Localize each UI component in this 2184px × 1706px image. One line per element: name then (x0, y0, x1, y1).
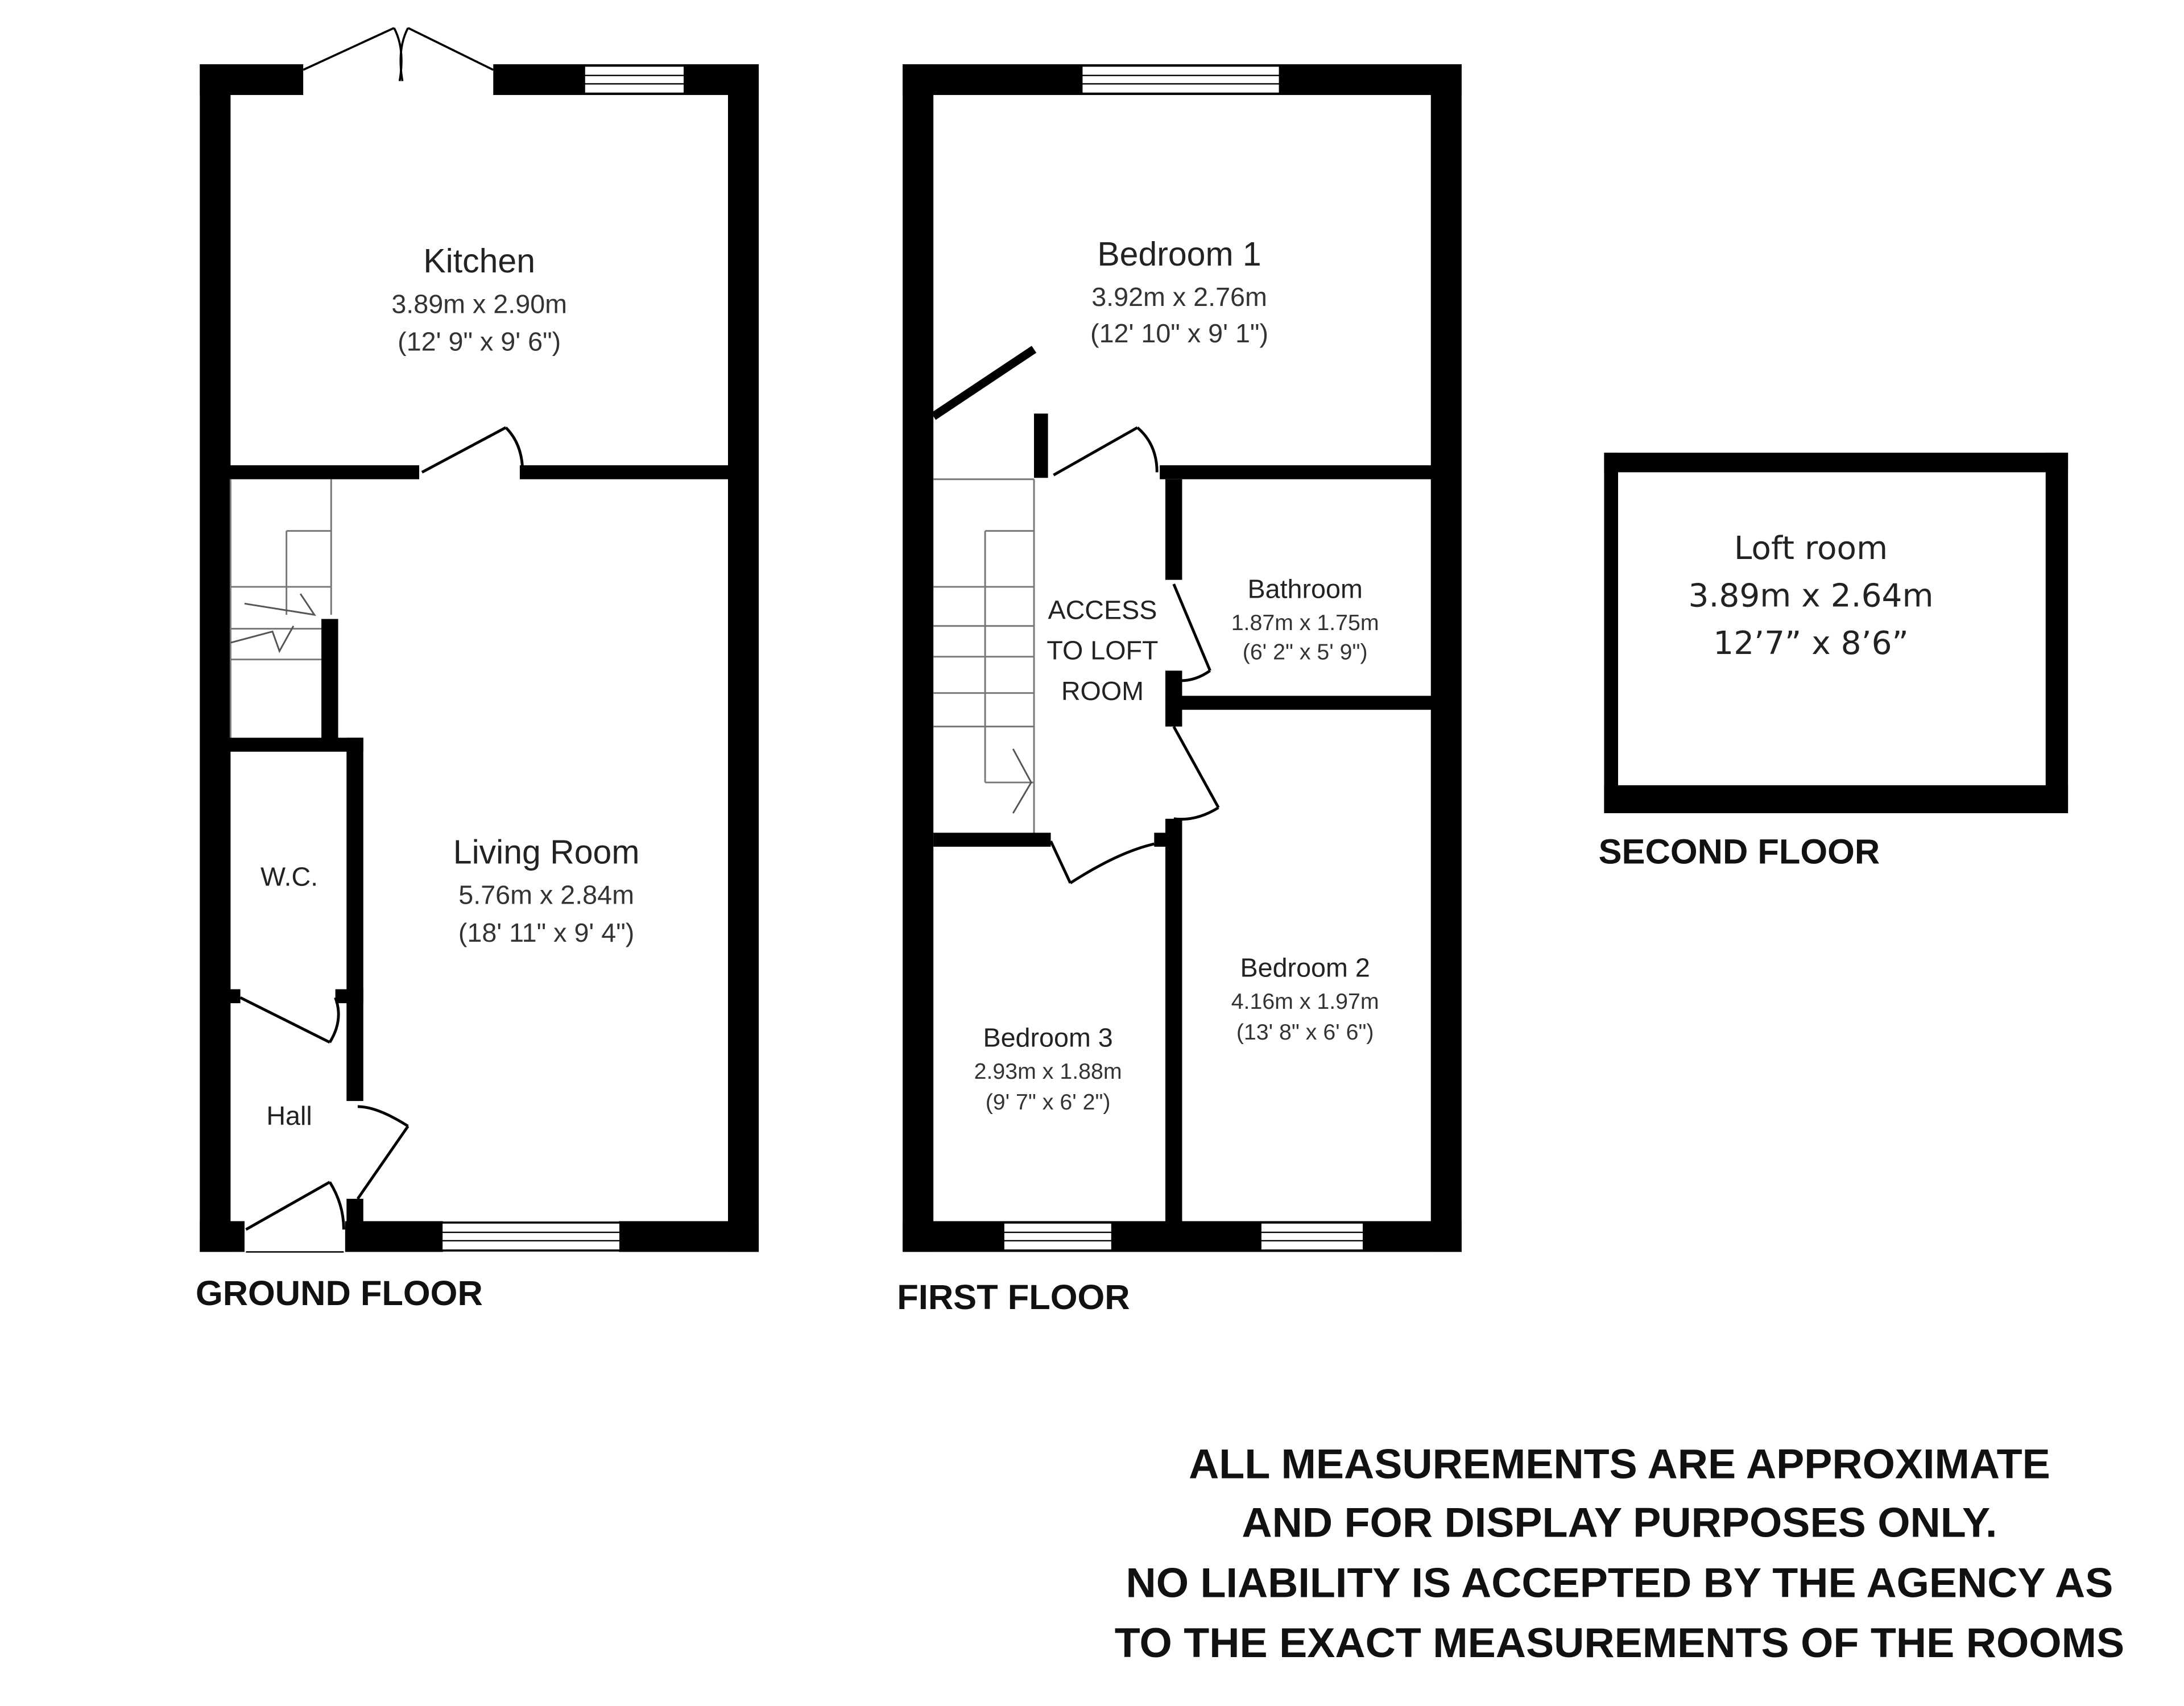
kitchen-door (422, 428, 523, 473)
bedroom2-window (1260, 1223, 1364, 1250)
hall-right-wall (346, 1199, 363, 1227)
disclaimer-line2: AND FOR DISPLAY PURPOSES ONLY. (1242, 1498, 1997, 1546)
bedroom1-metric: 3.92m x 2.76m (1091, 282, 1267, 312)
bathroom-imperial: (6' 2" x 5' 9") (1242, 639, 1368, 665)
bathroom-left-wall-bottom (1165, 670, 1182, 698)
disclaimer (1115, 1440, 2124, 1666)
gf-wall-bottom-right (619, 1221, 759, 1252)
gf-wall-right (728, 64, 759, 1252)
bedroom1-imperial: (12' 10" x 9' 1") (1090, 318, 1269, 348)
bedroom3-top-wall (933, 833, 1050, 847)
bedroom3-metric: 2.93m x 1.88m (974, 1058, 1122, 1084)
front-door (246, 1182, 344, 1252)
wc-name: W.C. (260, 862, 318, 892)
access-loft-line1: ACCESS (1048, 595, 1157, 625)
loft-wall-left (1604, 453, 1618, 813)
second-floor-label: SECOND FLOOR (1598, 832, 1880, 872)
bathroom-metric: 1.87m x 1.75m (1231, 610, 1379, 636)
loft-wall-right (2046, 453, 2068, 813)
bedroom2-imperial: (13' 8" x 6' 6") (1236, 1020, 1374, 1045)
second-floor-plan (1599, 453, 2068, 871)
loft-wall-bottom (1604, 785, 2068, 813)
kitchen-metric: 3.89m x 2.90m (391, 289, 568, 319)
ff-wall-left (903, 64, 933, 1252)
gf-wall-top-left (200, 64, 303, 95)
bedroom2-metric: 4.16m x 1.97m (1231, 988, 1379, 1014)
kitchen-imperial: (12' 9" x 9' 6") (398, 326, 561, 357)
gf-wall-left (200, 64, 230, 1252)
bedroom3-imperial: (9' 7" x 6' 2") (985, 1089, 1111, 1115)
living-room-door (358, 1107, 408, 1199)
bedroom3-door (1051, 841, 1155, 883)
wc-bottom-wall-right (336, 989, 363, 1004)
ground-floor-plan (196, 28, 759, 1313)
bedroom1-window (1082, 65, 1280, 93)
gf-stairs (230, 479, 331, 748)
living-room-window (441, 1223, 620, 1250)
ff-wall-right (1431, 64, 1462, 1252)
bedroom3-top-wall-right (1154, 833, 1173, 847)
bedroom3-name: Bedroom 3 (983, 1022, 1113, 1053)
wc-right-wall (346, 738, 363, 1101)
bathroom-door (1168, 584, 1210, 681)
loft-room-name: Loft room (1734, 529, 1888, 567)
disclaimer-line3: NO LIABILITY IS ACCEPTED BY THE AGENCY AS (1126, 1559, 2113, 1606)
bedroom1-name: Bedroom 1 (1097, 235, 1261, 273)
ground-floor-label: GROUND FLOOR (195, 1273, 483, 1313)
bedroom2-name: Bedroom 2 (1240, 953, 1370, 983)
kitchen-name: Kitchen (423, 243, 536, 280)
hall-name: Hall (266, 1100, 312, 1131)
wc-bottom-wall-left (224, 989, 240, 1004)
living-room-imperial: (18' 11" x 9' 4") (458, 918, 635, 948)
disclaimer-line1: ALL MEASUREMENTS ARE APPROXIMATE (1189, 1440, 2050, 1488)
kitchen-window (584, 65, 685, 93)
loft-room-imperial: 12’7” x 8’6” (1713, 624, 1909, 662)
gf-partition-left (224, 465, 419, 479)
ff-stairs (933, 479, 1034, 838)
loft-room-metric: 3.89m x 2.64m (1688, 577, 1934, 615)
bedroom2-door (1174, 727, 1219, 819)
loft-wall-top (1604, 453, 2068, 472)
bedroom2-left-wall-top (1165, 704, 1182, 726)
access-loft-line3: ROOM (1061, 676, 1144, 706)
wc-door (241, 997, 339, 1042)
gf-stair-bottom-wall (224, 738, 363, 752)
living-room-name: Living Room (453, 834, 640, 871)
kitchen-french-doors (303, 28, 493, 81)
first-floor-label: FIRST FLOOR (897, 1278, 1130, 1318)
gf-wall-bottom-left (200, 1221, 245, 1252)
bathroom-bottom-wall (1165, 696, 1434, 710)
disclaimer-line4: TO THE EXACT MEASUREMENTS OF THE ROOMS (1114, 1619, 2125, 1667)
bedroom3-window (1003, 1223, 1112, 1250)
landing-stub-wall (1034, 413, 1048, 478)
bedroom1-wardrobe-wall (933, 349, 1034, 416)
ff-wall-bottom (903, 1221, 1462, 1252)
gf-partition-right (520, 465, 732, 479)
living-room-metric: 5.76m x 2.84m (458, 880, 634, 910)
bedroom2-left-wall (1165, 819, 1182, 1224)
bedroom1-bottom-wall (1160, 465, 1434, 479)
bathroom-left-wall-top (1165, 479, 1182, 580)
bathroom-name: Bathroom (1247, 574, 1363, 604)
first-floor-plan (897, 64, 1462, 1317)
access-loft-line2: TO LOFT (1046, 635, 1159, 665)
bedroom1-door (1053, 428, 1157, 475)
gf-stair-wall (321, 619, 338, 744)
